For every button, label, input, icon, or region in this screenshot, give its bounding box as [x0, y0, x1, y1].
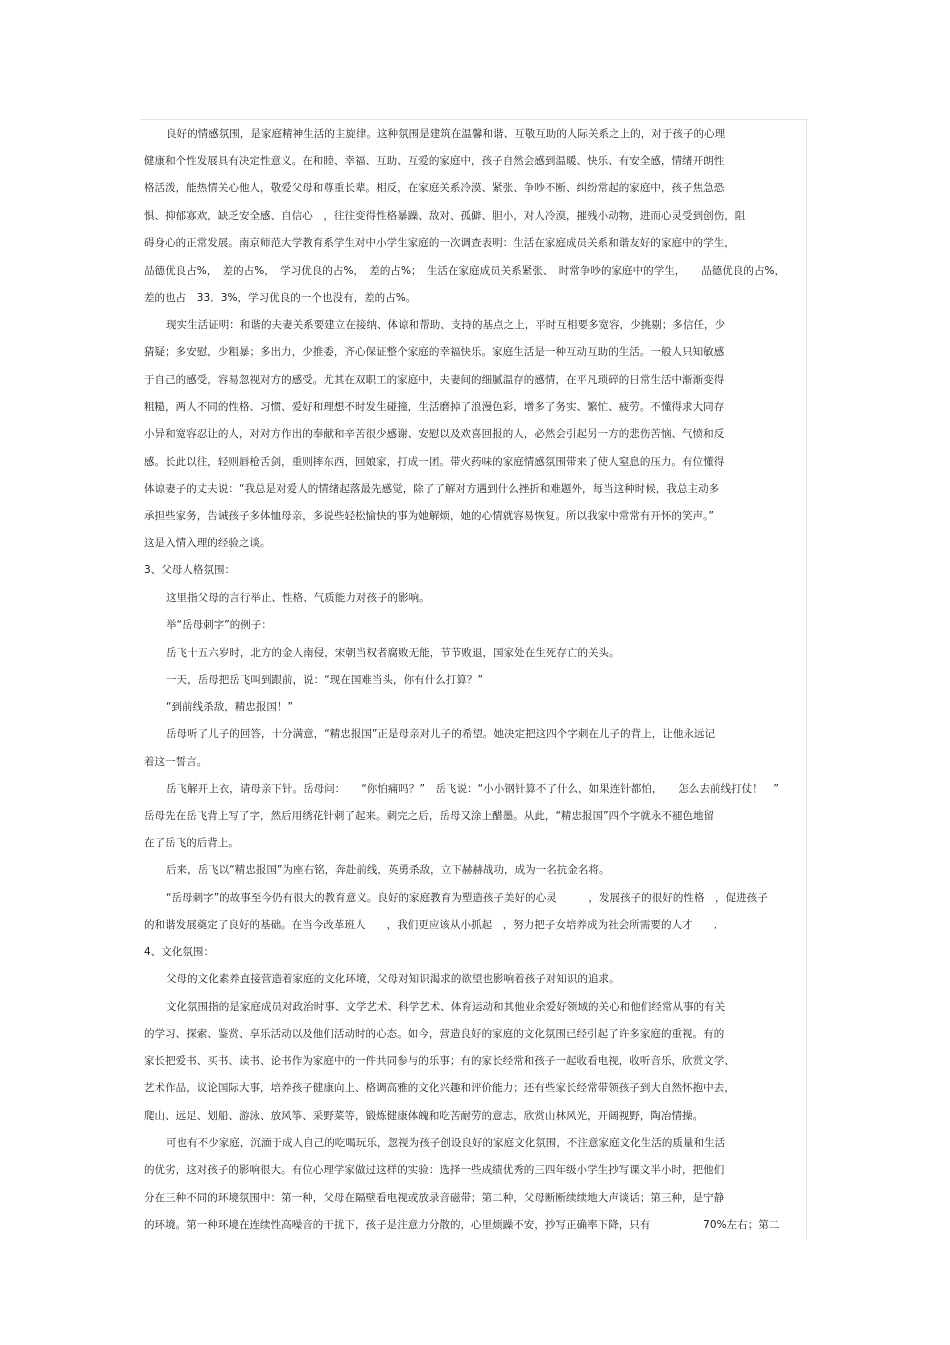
text-line: 小异和宽容忍让的人，对对方作出的奉献和辛苦很少感谢、安慰以及欢喜回报的人，必然会引起另一方的悲伤苦恼、气愤和反	[144, 428, 725, 440]
text-line: 岳飞十五六岁时，北方的金人南侵，宋朝当权者腐败无能，节节败退，国家处在生死存亡的关头。	[166, 647, 620, 659]
text-line: 可也有不少家庭，沉湎于成人自己的吃喝玩乐，忽视为孩子创设良好的家庭文化氛围，不注意家庭文化生活的质量和生活	[166, 1137, 726, 1149]
text-line: 健康和个性发展具有决定性意义。在和睦、幸福、互助、互爱的家庭中，孩子自然会感到温暖、快乐、有安全感，情绪开朗性	[144, 155, 725, 167]
text-line: 于自己的感受，容易忽视对方的感受。尤其在双职工的家庭中，夫妻间的细腻温存的感情，在平凡琐碎的日常生活中渐渐变得	[144, 374, 725, 386]
text-line: 感。长此以往，轻则唇枪舌剑，重则摔东西，回娘家，打成一团。带火药味的家庭情感氛围带来了使人窒息的压力。有位懂得	[144, 456, 725, 468]
section-heading: 4、文化氛围：	[144, 946, 215, 958]
text-line: 差的也占 33．3%，学习优良的一个也没有，差的占%。	[144, 292, 417, 304]
text-line: 的优劣，这对孩子的影响很大。有位心理学家做过这样的实验：选择一些成绩优秀的三四年级小学生抄写课文半小时，把他们	[144, 1164, 725, 1176]
text-line: 品德优良占%， 差的占%， 学习优良的占%， 差的占%； 生活在家庭成员关系紧张、 时常争吵的家庭中的学生， 品德优良的占%，	[144, 265, 786, 277]
text-line: 在了岳飞的后背上。	[144, 837, 239, 849]
page-top-border	[140, 119, 808, 120]
text-line: “到前线杀敌，精忠报国！”	[166, 701, 294, 713]
text-line: 格活泼，能热情关心他人，敬爱父母和尊重长辈。相反，在家庭关系冷漠、紧张、争吵不断、纠纷常起的家庭中，孩子焦急恐	[144, 182, 725, 194]
text-line: 良好的情感氛围，是家庭精神生活的主旋律。这种氛围是建筑在温馨和谐、互敬互助的人际关系之上的，对于孩子的心理	[166, 128, 726, 140]
text-line: 猜疑；多安慰，少粗暴；多出力，少推委，齐心保证整个家庭的幸福快乐。家庭生活是一种互动互助的生活。一般人只知敏感	[144, 346, 725, 358]
text-line: 粗糙，两人不同的性格、习惯、爱好和理想不时发生碰撞，生活磨掉了浪漫色彩，增多了务实、繁忙、疲劳。不懂得求大同存	[144, 401, 725, 413]
section-heading: 3、父母人格氛围：	[144, 564, 236, 576]
text-line: 岳飞解开上衣，请母亲下针。岳母问： “你怕痛吗？” 岳飞说：“小小钢针算不了什么，如果连针都怕， 怎么去前线打仗！ ”	[166, 783, 779, 795]
text-line: 举“岳母刺字”的例子：	[166, 619, 272, 631]
page-right-border	[806, 119, 807, 1239]
text-line: 的环境。第一种环境在连续性高噪音的干扰下，孩子是注意力分散的，心里烦躁不安，抄写正确率下降，只有 70%左右；第二	[144, 1219, 780, 1231]
text-line: 岳母先在岳飞背上写了字，然后用绣花针刺了起来。刺完之后，岳母又涂上醋墨。从此，“精忠报国”四个字就永不褪色地留	[144, 810, 715, 822]
text-line: 分在三种不同的环境氛围中：第一种，父母在隔壁看电视或放录音磁带；第二种，父母断断续续地大声谈话；第三种，是宁静	[144, 1192, 725, 1204]
text-line: 后来，岳飞以“精忠报国”为座右铭，奔赴前线，英勇杀敌，立下赫赫战功，成为一名抗金名将。	[166, 864, 610, 876]
text-line: 现实生活证明：和谐的夫妻关系要建立在接纳、体谅和帮助、支持的基点之上，平时互相要多宽容，少挑剔；多信任，少	[166, 319, 726, 331]
text-line: 文化氛围指的是家庭成员对政治时事、文学艺术、科学艺术、体育运动和其他业余爱好领域的关心和他们经常从事的有关	[166, 1001, 726, 1013]
text-line: 父母的文化素养直接营造着家庭的文化环境，父母对知识渴求的欲望也影响着孩子对知识的追求。	[166, 973, 620, 985]
text-line: 着这一誓言。	[144, 756, 208, 768]
text-line: 的学习、探索、鉴赏、享乐活动以及他们活动时的心态。如今，营造良好的家庭的文化氛围已经引起了许多家庭的重视。有的	[144, 1028, 725, 1040]
text-line: 承担些家务，告诫孩子多体恤母亲，多说些轻松愉快的事为她解烦，她的心情就容易恢复。所以我家中常常有开怀的笑声。”	[144, 510, 714, 522]
text-line: 爬山、远足、划船、游泳、放风筝、采野菜等，锻炼健康体魄和吃苦耐劳的意志，欣赏山林风光，开阔视野，陶冶情操。	[144, 1110, 704, 1122]
text-line: 体谅妻子的丈夫说：“我总是对爱人的情绪起落最先感觉，除了了解对方遇到什么挫折和难题外，每当这种时候，我总主动多	[144, 483, 720, 495]
text-line: 的和谐发展奠定了良好的基础。在当今改革班人 ，我们更应该从小抓起 ，努力把子女培养成为社会所需要的人才 ．	[144, 919, 725, 931]
text-line: 这是入情入理的经验之谈。	[144, 537, 271, 549]
text-line: 一天，岳母把岳飞叫到跟前，说：“现在国难当头，你有什么打算？”	[166, 674, 483, 686]
text-line: 这里指父母的言行举止、性格、气质能力对孩子的影响。	[166, 592, 430, 604]
text-line: 家长把爱书、买书、读书、论书作为家庭中的一件共同参与的乐事；有的家长经常和孩子一起收看电视，收听音乐，欣赏文学、	[144, 1055, 735, 1067]
text-line: 惧、抑郁寡欢，缺乏安全感、自信心 ，往往变得性格暴躁、敌对、孤僻、胆小，对人冷漠，摧残小动物，进而心灵受到创伤，阻	[144, 210, 746, 222]
text-line: 艺术作品，议论国际大事，培养孩子健康向上、格调高雅的文化兴趣和评价能力；还有些家长经常带领孩子到大自然怀抱中去，	[144, 1082, 735, 1094]
text-line: “岳母刺字”的故事至今仍有很大的教育意义。良好的家庭教育为塑造孩子美好的心灵 ，发展孩子的很好的性格 ，促进孩子	[166, 892, 768, 904]
text-line: 碍身心的正常发展。南京师范大学教育系学生对中小学生家庭的一次调查表明：生活在家庭成员关系和谐友好的家庭中的学生，	[144, 237, 735, 249]
text-line: 岳母听了儿子的回答，十分满意，“精忠报国”正是母亲对儿子的希望。她决定把这四个字刺在儿子的背上，让他永远记	[166, 728, 716, 740]
